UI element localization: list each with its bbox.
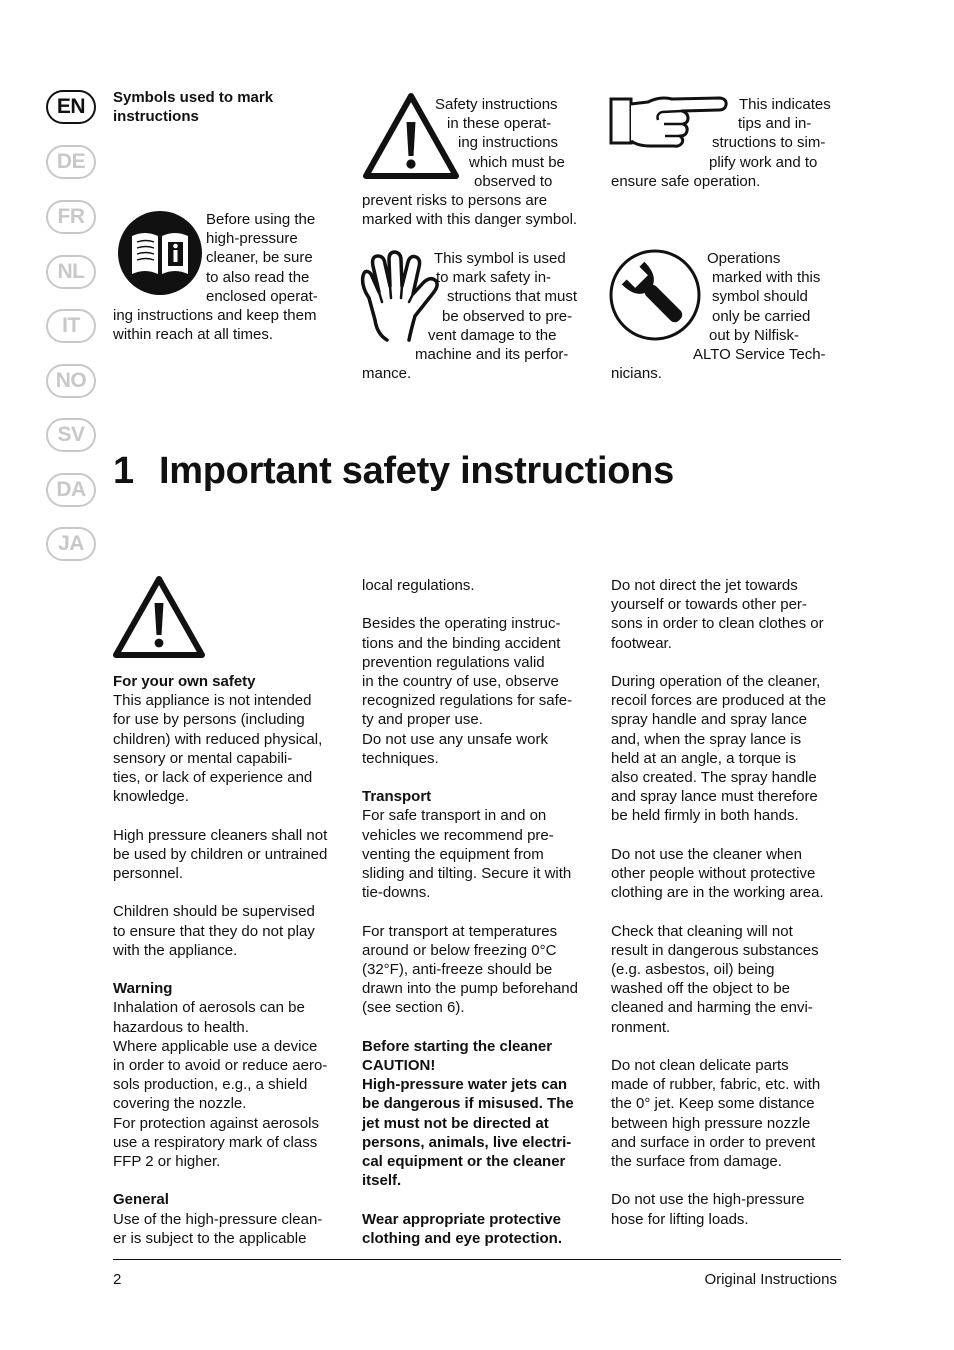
lang-tab-ja[interactable] xyxy=(46,527,96,561)
lang-code: DE xyxy=(56,150,86,173)
chapter-title: Important safety instructions xyxy=(159,450,674,492)
text-line: and, when the spray lance is xyxy=(611,730,802,748)
text-line: (see section 6). xyxy=(362,999,465,1017)
lang-code: EN xyxy=(56,95,86,118)
text-line: ties, or lack of experience and xyxy=(113,769,313,787)
text-line: sliding and tilting. Secure it with xyxy=(362,865,572,883)
warning-triangle-icon xyxy=(112,575,206,659)
text-line: venting the equipment from xyxy=(362,845,544,863)
text-line: cleaned and harming the envi- xyxy=(611,999,813,1017)
footer-rule xyxy=(113,1259,841,1260)
text-line: yourself or towards other per- xyxy=(611,596,807,614)
text-line: Symbols used to mark xyxy=(113,89,274,106)
text-line: in order to avoid or reduce aero- xyxy=(113,1057,328,1075)
lang-tab-it[interactable] xyxy=(46,309,96,343)
text-line: sensory or mental capabili- xyxy=(113,749,293,767)
lang-code: NO xyxy=(55,369,87,392)
text-line: be used by children or untrained xyxy=(113,845,328,863)
text-line: prevention regulations valid xyxy=(362,653,545,671)
page-number: 2 xyxy=(113,1271,122,1288)
lang-code: NL xyxy=(57,260,85,283)
lang-code: IT xyxy=(62,314,80,337)
text-line: held at an angle, a torque is xyxy=(611,749,797,767)
text-line: drawn into the pump beforehand xyxy=(362,980,578,998)
text-line: Do not use any unsafe work xyxy=(362,730,548,748)
text-line: ronment. xyxy=(611,1018,671,1036)
lang-code: JA xyxy=(58,532,84,555)
text-line: sols production, e.g., a shield xyxy=(113,1076,308,1094)
text-line: (e.g. asbestos, oil) being xyxy=(611,961,775,979)
paragraph xyxy=(611,845,851,903)
text-line: to ensure that they do not play xyxy=(113,922,315,940)
text-line: children) with reduced physical, xyxy=(113,730,323,748)
column-1 xyxy=(113,672,353,1248)
text-line: clothing and eye protection. xyxy=(362,1229,563,1247)
text-line: Where applicable use a device xyxy=(113,1037,318,1055)
own-safety-heading: For your own safety xyxy=(113,673,256,690)
machine-damage-text: This symbol is used to mark safety in- structions that must be observed to pre- vent damage to the machine and its perfor- mance. xyxy=(362,250,578,383)
paragraph xyxy=(113,691,353,806)
before-start-warning xyxy=(362,1037,602,1191)
footer-label: Original Instructions xyxy=(704,1271,837,1288)
text-line: Before starting the cleaner xyxy=(362,1037,553,1055)
read-manual-text: Before using the high-pressure cleaner, be sure to also read the enclosed operat- ing instructions and keep them within reach at all times. xyxy=(113,211,318,344)
column-2 xyxy=(362,576,602,1248)
paragraph xyxy=(362,922,602,1018)
text-line: vehicles we recommend pre- xyxy=(362,826,554,844)
text-line: the 0° jet. Keep some distance xyxy=(611,1095,815,1113)
transport-heading: Transport xyxy=(362,788,432,806)
text-line: For protection against aerosols xyxy=(113,1114,319,1132)
text-line: jet must not be directed at xyxy=(362,1114,549,1132)
paragraph xyxy=(362,806,602,902)
text-line: High-pressure water jets can xyxy=(362,1076,568,1094)
text-line: persons, animals, live electri- xyxy=(362,1133,572,1151)
paragraph xyxy=(611,1190,851,1228)
service-symbol-text: Operations marked with this symbol should only be carried out by Nilfisk- ALTO Service Tech- nicians. xyxy=(611,250,826,383)
text-line: local regulations. xyxy=(362,577,475,594)
lang-tab-de[interactable] xyxy=(46,145,96,179)
text-line: Inhalation of aerosols can be xyxy=(113,999,305,1017)
text-line: recognized regulations for safe- xyxy=(362,692,573,710)
lang-code: FR xyxy=(57,205,85,228)
text-line: tions and the binding accident xyxy=(362,634,561,652)
text-line: between high pressure nozzle xyxy=(611,1114,811,1132)
text-line: Children should be supervised xyxy=(113,903,315,921)
text-line: be held firmly in both hands. xyxy=(611,807,799,825)
text-line: spray handle and spray lance xyxy=(611,711,807,729)
text-line: sons in order to clean clothes or xyxy=(611,615,824,633)
text-line: the surface from damage. xyxy=(611,1153,782,1171)
text-line: with the appliance. xyxy=(113,941,238,959)
text-line: For transport at temperatures xyxy=(362,922,558,940)
text-line: Use of the high-pressure clean- xyxy=(113,1210,323,1228)
text-line: around or below freezing 0°C xyxy=(362,941,557,959)
text-line: recoil forces are produced at the xyxy=(611,692,827,710)
text-line: in the country of use, observe xyxy=(362,673,559,690)
lang-code: DA xyxy=(56,478,86,501)
paragraph xyxy=(362,614,602,768)
text-line: Do not clean delicate parts xyxy=(611,1057,789,1075)
paragraph xyxy=(113,902,353,960)
text-line: Do not use the high-pressure xyxy=(611,1191,805,1209)
text-line: High pressure cleaners shall not xyxy=(113,826,328,844)
text-line: For safe transport in and on xyxy=(362,807,547,825)
lang-tab-no[interactable] xyxy=(46,364,96,398)
text-line: and spray lance must therefore xyxy=(611,788,818,806)
text-line: tie-downs. xyxy=(362,884,431,902)
text-line: Do not direct the jet towards xyxy=(611,577,798,594)
lang-tab-en[interactable] xyxy=(46,90,96,124)
chapter-heading xyxy=(113,450,674,493)
text-line: instructions xyxy=(113,108,199,126)
lang-tab-da[interactable] xyxy=(46,473,96,507)
text-line: for use by persons (including xyxy=(113,711,305,729)
protective-clothing-warning xyxy=(362,1210,602,1248)
lang-tab-nl[interactable] xyxy=(46,255,96,289)
text-line: During operation of the cleaner, xyxy=(611,673,821,690)
text-line: footwear. xyxy=(611,634,672,652)
text-line: use a respiratory mark of class xyxy=(113,1133,318,1151)
warning-heading: Warning xyxy=(113,980,173,998)
text-line: and surface in order to prevent xyxy=(611,1133,816,1151)
text-line: hazardous to health. xyxy=(113,1018,249,1036)
paragraph xyxy=(113,1210,353,1248)
text-line: made of rubber, fabric, etc. with xyxy=(611,1076,821,1094)
text-line: FFP 2 or higher. xyxy=(113,1153,221,1171)
text-line: knowledge. xyxy=(113,788,189,806)
text-line: ty and proper use. xyxy=(362,711,483,729)
text-line: also created. The spray handle xyxy=(611,769,817,787)
lang-code: SV xyxy=(57,423,85,446)
text-line: (32°F), anti-freeze should be xyxy=(362,961,553,979)
text-line: itself. xyxy=(362,1172,402,1190)
paragraph xyxy=(611,922,851,1037)
paragraph xyxy=(113,998,353,1171)
text-line: be dangerous if misused. The xyxy=(362,1095,574,1113)
paragraph xyxy=(362,576,602,595)
general-heading: General xyxy=(113,1191,169,1209)
lang-tab-fr[interactable] xyxy=(46,200,96,234)
text-line: Besides the operating instruc- xyxy=(362,615,561,633)
paragraph xyxy=(611,672,851,826)
text-line: cal equipment or the cleaner xyxy=(362,1153,566,1171)
text-line: er is subject to the applicable xyxy=(113,1229,307,1247)
paragraph xyxy=(611,1056,851,1171)
text-line: washed off the object to be xyxy=(611,980,791,998)
paragraph xyxy=(611,576,851,653)
column-3 xyxy=(611,576,851,1229)
symbols-heading xyxy=(113,88,273,126)
tips-symbol-text: This indicates tips and in- structions to sim- plify work and to ensure safe operation. xyxy=(611,96,831,190)
paragraph xyxy=(113,826,353,884)
chapter-number: 1 xyxy=(113,450,134,492)
text-line: other people without protective xyxy=(611,865,816,883)
text-line: personnel. xyxy=(113,865,184,883)
text-line: Wear appropriate protective xyxy=(362,1210,561,1228)
text-line: clothing are in the working area. xyxy=(611,884,824,902)
text-line: covering the nozzle. xyxy=(113,1095,247,1113)
text-line: hose for lifting loads. xyxy=(611,1210,749,1228)
text-line: techniques. xyxy=(362,749,439,767)
lang-tab-sv[interactable] xyxy=(46,418,96,452)
text-line: CAUTION! xyxy=(362,1057,436,1075)
text-line: This appliance is not intended xyxy=(113,692,312,710)
text-line: result in dangerous substances xyxy=(611,941,819,959)
text-line: Do not use the cleaner when xyxy=(611,845,802,863)
text-line: Check that cleaning will not xyxy=(611,922,793,940)
danger-symbol-text: Safety instructions in these operat- ing instructions which must be observed to prevent risks to persons are marked with this danger symbol. xyxy=(362,96,578,229)
